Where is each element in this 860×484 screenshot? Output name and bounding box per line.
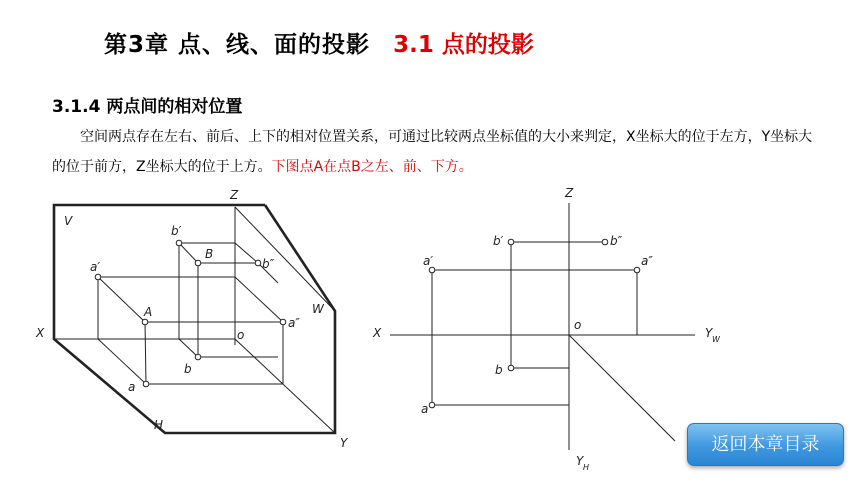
label-yw: Y bbox=[705, 326, 713, 340]
label-h: H bbox=[154, 418, 164, 432]
label-A: A bbox=[144, 305, 153, 319]
label-B: B bbox=[205, 247, 214, 261]
sub-heading: 3.1.4 两点间的相对位置 bbox=[52, 97, 243, 117]
label-a-dprime: a″ bbox=[288, 316, 300, 330]
label-v: V bbox=[64, 214, 73, 228]
a-projection-lines bbox=[98, 277, 146, 384]
paragraph-highlight: 下图点A在点B之左、前、下方。 bbox=[271, 159, 473, 175]
label-b-dprime: b″ bbox=[262, 257, 275, 271]
label-o: o bbox=[237, 328, 245, 342]
body-paragraph bbox=[52, 122, 822, 182]
diagonal-45 bbox=[569, 335, 675, 441]
projection-2d-figure bbox=[365, 185, 725, 475]
label-yh-sub: H bbox=[583, 463, 590, 472]
label-x: X bbox=[373, 326, 382, 340]
title-row bbox=[104, 26, 534, 66]
label-yh: Y bbox=[576, 454, 584, 468]
label-y: Y bbox=[340, 436, 348, 450]
label-a-prime: a′ bbox=[423, 254, 434, 268]
label-x: X bbox=[36, 326, 45, 340]
label-a: a bbox=[128, 380, 136, 394]
axis-w bbox=[235, 207, 335, 311]
label-a-prime: a′ bbox=[90, 260, 101, 274]
chapter-title: 第3章 点、线、面的投影 bbox=[104, 32, 371, 58]
paragraph-text: 空间两点存在左右、前后、上下的相对位置关系，可通过比较两点坐标值的大小来判定，X坐标大的位于左方，Y坐标大的位于前方，Z坐标大的位于上方。 bbox=[52, 129, 813, 175]
label-b-prime: b′ bbox=[171, 224, 182, 238]
back-to-chapter-button[interactable]: 返回本章目录 bbox=[687, 423, 844, 466]
label-o: o bbox=[574, 318, 582, 332]
label-b-dprime: b″ bbox=[610, 234, 623, 248]
label-b: b bbox=[495, 363, 503, 377]
label-z: Z bbox=[230, 188, 239, 202]
label-z: Z bbox=[565, 186, 574, 200]
label-a-dprime: a″ bbox=[641, 254, 653, 268]
label-b: b bbox=[184, 362, 192, 376]
projection-3d-figure bbox=[30, 185, 360, 455]
axis-y bbox=[235, 339, 335, 433]
label-w: W bbox=[312, 302, 324, 316]
label-yw-sub: W bbox=[712, 335, 720, 344]
label-b-prime: b′ bbox=[493, 234, 504, 248]
label-a: a bbox=[421, 402, 429, 416]
section-title: 3.1 点的投影 bbox=[393, 32, 534, 58]
